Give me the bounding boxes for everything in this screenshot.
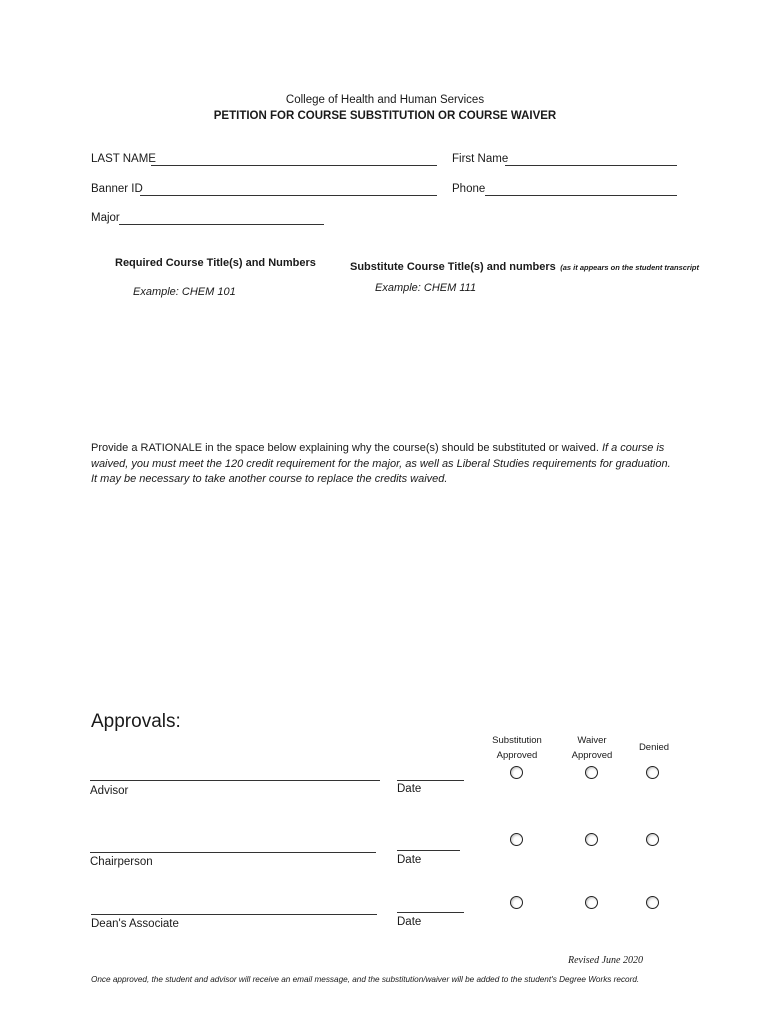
- major-field[interactable]: [119, 224, 324, 225]
- deans-associate-substitution-approved-radio[interactable]: [510, 896, 523, 909]
- last-name-field[interactable]: [151, 165, 437, 166]
- first-name-field[interactable]: [505, 165, 677, 166]
- form-title: PETITION FOR COURSE SUBSTITUTION OR COURSE WAIVER: [213, 110, 557, 122]
- col-substitution-line2: Approved: [496, 750, 538, 761]
- revised-date: Revised June 2020: [568, 955, 643, 966]
- chairperson-date-line[interactable]: [397, 850, 460, 851]
- deans-associate-waiver-approved-radio[interactable]: [585, 896, 598, 909]
- major-label: Major: [91, 212, 120, 224]
- substitute-course-note: (as it appears on the student transcript: [560, 263, 700, 272]
- advisor-date-label: Date: [397, 783, 422, 795]
- advisor-denied-radio[interactable]: [646, 766, 659, 779]
- deans-associate-signature-line[interactable]: [91, 914, 377, 915]
- deans-associate-date-line[interactable]: [397, 912, 464, 913]
- col-substitution-line1: Substitution: [492, 735, 542, 746]
- footer-note: Once approved, the student and advisor will receive an email message, and the substitution/waiver will be added to the student's Degree Works record.: [91, 975, 640, 984]
- chairperson-waiver-approved-radio[interactable]: [585, 833, 598, 846]
- chairperson-substitution-approved-radio[interactable]: [510, 833, 523, 846]
- advisor-substitution-approved-radio[interactable]: [510, 766, 523, 779]
- last-name-label: LAST NAME: [91, 153, 156, 165]
- substitute-course-example: Example: CHEM 111: [375, 282, 477, 294]
- rationale-plain: Provide a RATIONALE in the space below explaining why the course(s) should be substituted or waived.: [91, 442, 602, 454]
- col-waiver-approved: [566, 733, 618, 763]
- advisor-signature-line[interactable]: [90, 780, 380, 781]
- required-course-example: Example: CHEM 101: [133, 286, 236, 298]
- deans-associate-denied-radio[interactable]: [646, 896, 659, 909]
- college-name: College of Health and Human Services: [285, 94, 485, 106]
- rationale-italic: If a course is waived, you must meet the 120 credit requirement for the major, as well as Liberal Studies requirements for graduation. It may be necessary to take another course to replace the credits waived.: [91, 442, 671, 485]
- deans-associate-label: Dean's Associate: [91, 918, 179, 930]
- advisor-label: Advisor: [90, 785, 129, 797]
- phone-label: Phone: [452, 183, 486, 195]
- banner-id-label: Banner ID: [91, 183, 143, 195]
- col-waiver-line1: Waiver: [577, 735, 607, 746]
- chairperson-denied-radio[interactable]: [646, 833, 659, 846]
- col-substitution-approved: [486, 733, 548, 763]
- chairperson-signature-line[interactable]: [90, 852, 376, 853]
- rationale-instructions: [91, 441, 676, 488]
- required-course-heading: Required Course Title(s) and Numbers: [115, 257, 316, 269]
- banner-id-field[interactable]: [140, 195, 437, 196]
- chairperson-label: Chairperson: [90, 856, 153, 868]
- phone-field[interactable]: [485, 195, 677, 196]
- deans-associate-date-label: Date: [397, 916, 422, 928]
- substitute-course-heading-wrap: [350, 257, 699, 275]
- advisor-waiver-approved-radio[interactable]: [585, 766, 598, 779]
- advisor-date-line[interactable]: [397, 780, 464, 781]
- col-waiver-line2: Approved: [571, 750, 613, 761]
- col-denied: Denied: [638, 742, 670, 753]
- chairperson-date-label: Date: [397, 854, 422, 866]
- first-name-label: First Name: [452, 153, 509, 165]
- approvals-heading: Approvals:: [91, 711, 181, 732]
- substitute-course-heading: Substitute Course Title(s) and numbers: [350, 261, 556, 273]
